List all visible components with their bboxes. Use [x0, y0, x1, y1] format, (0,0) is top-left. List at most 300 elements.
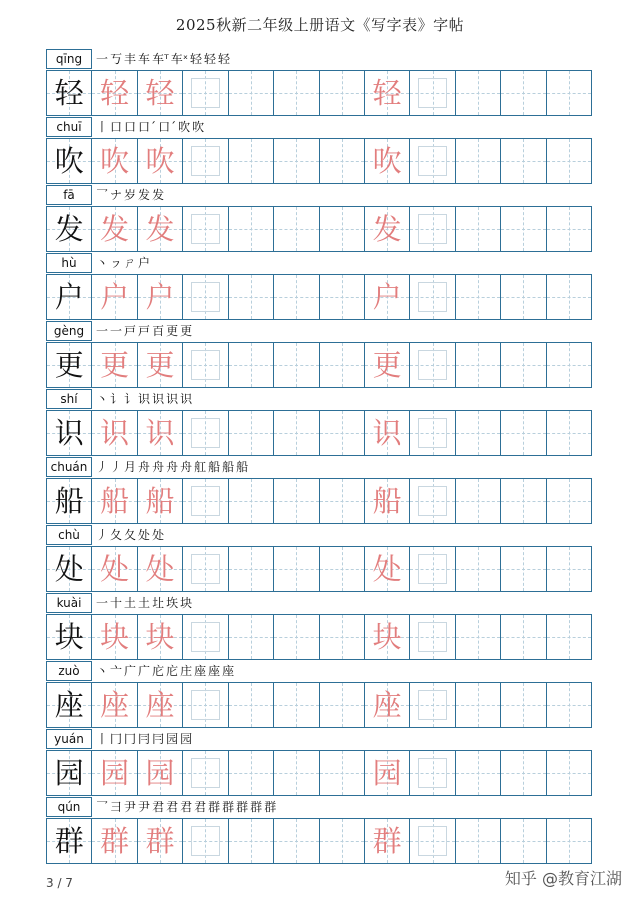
stroke-step: 舟: [152, 460, 165, 474]
practice-cell[interactable]: [501, 547, 546, 591]
practice-cell[interactable]: [365, 275, 410, 319]
practice-cell[interactable]: [365, 683, 410, 727]
practice-cell[interactable]: [183, 479, 228, 523]
stroke-step: 车ˣ: [170, 52, 189, 66]
stroke-order: [96, 661, 596, 681]
stroke-step: 丨: [96, 732, 109, 746]
practice-cell[interactable]: [456, 343, 501, 387]
practice-cell[interactable]: [274, 275, 319, 319]
practice-cell[interactable]: [138, 615, 183, 659]
practice-cell[interactable]: [183, 751, 228, 795]
model-character: 户: [54, 279, 84, 314]
practice-cell[interactable]: [501, 683, 546, 727]
practice-cell[interactable]: [547, 207, 591, 251]
model-character: 轻: [54, 75, 84, 110]
stroke-step: 发: [138, 188, 151, 202]
practice-grid-row: [46, 478, 592, 524]
practice-cell[interactable]: [229, 751, 274, 795]
pinyin-label: chuī: [46, 117, 92, 137]
practice-cell[interactable]: [456, 683, 501, 727]
practice-cell[interactable]: [138, 71, 183, 115]
stroke-step: 十: [110, 596, 123, 610]
practice-cell[interactable]: [183, 819, 228, 863]
practice-grid-row: [46, 750, 592, 796]
model-character: 处: [54, 551, 84, 586]
trace-character: 块: [372, 619, 402, 654]
stroke-step: 丰: [124, 52, 137, 66]
model-character: 座: [54, 687, 84, 722]
model-character: 发: [54, 211, 84, 246]
trace-character: 群: [100, 823, 130, 858]
trace-character: 轻: [100, 75, 130, 110]
practice-cell[interactable]: [501, 71, 546, 115]
stroke-step: 广: [138, 664, 151, 678]
practice-cell[interactable]: [410, 411, 455, 455]
practice-cell[interactable]: [365, 207, 410, 251]
stroke-order: [96, 49, 596, 69]
stroke-step: 丶: [96, 664, 109, 678]
model-character: 船: [54, 483, 84, 518]
practice-grid-row: [46, 614, 592, 660]
practice-cell[interactable]: [92, 615, 137, 659]
stroke-step: 冃: [152, 732, 165, 746]
practice-cell[interactable]: [229, 71, 274, 115]
stroke-step: 吹: [192, 120, 205, 134]
practice-cell[interactable]: [410, 275, 455, 319]
trace-character: 处: [145, 551, 175, 586]
stroke-step: 土: [124, 596, 137, 610]
trace-character: 识: [372, 415, 402, 450]
practice-cell[interactable]: [410, 343, 455, 387]
stroke-step: 广: [124, 664, 137, 678]
practice-cell[interactable]: [320, 71, 365, 115]
model-character: 识: [54, 415, 84, 450]
practice-cell[interactable]: [229, 275, 274, 319]
practice-cell[interactable]: [183, 343, 228, 387]
practice-cell[interactable]: [47, 207, 92, 251]
practice-cell[interactable]: [229, 819, 274, 863]
practice-cell[interactable]: [501, 411, 546, 455]
practice-cell[interactable]: [456, 547, 501, 591]
practice-grid-row: [46, 274, 592, 320]
practice-cell[interactable]: [274, 343, 319, 387]
practice-cell[interactable]: [320, 547, 365, 591]
stroke-step: 丿: [110, 460, 123, 474]
practice-cell[interactable]: [365, 139, 410, 183]
practice-cell[interactable]: [47, 683, 92, 727]
practice-cell[interactable]: [183, 547, 228, 591]
stroke-step: 土: [138, 596, 151, 610]
stroke-step: ナ: [110, 188, 123, 202]
trace-character: 处: [372, 551, 402, 586]
pinyin-label: chù: [46, 525, 92, 545]
trace-character: 户: [100, 279, 130, 314]
stroke-step: 夂: [110, 528, 123, 542]
stroke-step: 群: [250, 800, 263, 814]
model-character: 群: [54, 823, 84, 858]
practice-cell[interactable]: [138, 819, 183, 863]
practice-cell[interactable]: [92, 411, 137, 455]
stroke-step: 吹: [178, 120, 191, 134]
practice-cell[interactable]: [547, 479, 591, 523]
pinyin-label: shí: [46, 389, 92, 409]
practice-cell[interactable]: [229, 547, 274, 591]
trace-character: 更: [100, 347, 130, 382]
stroke-step: 庄: [180, 664, 193, 678]
trace-character: 吹: [372, 143, 402, 178]
practice-cell[interactable]: [229, 207, 274, 251]
trace-character: 轻: [145, 75, 175, 110]
stroke-step: 亠: [110, 664, 123, 678]
practice-cell[interactable]: [320, 819, 365, 863]
practice-cell[interactable]: [501, 139, 546, 183]
practice-cell[interactable]: [138, 139, 183, 183]
practice-cell[interactable]: [92, 207, 137, 251]
stroke-step: 庀: [152, 664, 165, 678]
practice-cell[interactable]: [47, 343, 92, 387]
stroke-step: 一: [110, 324, 123, 338]
stroke-step: 圵: [152, 596, 165, 610]
stroke-step: 舟: [138, 460, 151, 474]
trace-character: 座: [100, 687, 130, 722]
practice-cell[interactable]: [547, 547, 591, 591]
practice-cell[interactable]: [547, 275, 591, 319]
practice-grid-row: [46, 682, 592, 728]
practice-cell[interactable]: [47, 139, 92, 183]
stroke-step: 君: [166, 800, 179, 814]
practice-cell[interactable]: [410, 479, 455, 523]
practice-cell[interactable]: [547, 819, 591, 863]
trace-character: 块: [100, 619, 130, 654]
stroke-step: 百: [152, 324, 165, 338]
stroke-step: 冃: [138, 732, 151, 746]
model-character: 更: [54, 347, 84, 382]
practice-cell[interactable]: [410, 139, 455, 183]
practice-cell[interactable]: [138, 479, 183, 523]
stroke-step: 轻: [204, 52, 217, 66]
practice-grid-row: [46, 546, 592, 592]
practice-cell[interactable]: [183, 207, 228, 251]
practice-cell[interactable]: [138, 683, 183, 727]
practice-cell[interactable]: [229, 139, 274, 183]
trace-character: 处: [100, 551, 130, 586]
practice-cell[interactable]: [274, 615, 319, 659]
practice-cell[interactable]: [320, 207, 365, 251]
stroke-step: 垁: [166, 596, 179, 610]
stroke-step: 口: [110, 120, 123, 134]
trace-character: 座: [372, 687, 402, 722]
practice-cell[interactable]: [92, 275, 137, 319]
practice-cell[interactable]: [183, 411, 228, 455]
stroke-step: 园: [180, 732, 193, 746]
practice-cell[interactable]: [410, 615, 455, 659]
pinyin-label: qún: [46, 797, 92, 817]
practice-cell[interactable]: [547, 71, 591, 115]
page-number: 3 / 7: [46, 876, 73, 890]
practice-cell[interactable]: [365, 343, 410, 387]
practice-grid-row: [46, 818, 592, 864]
practice-cell[interactable]: [229, 411, 274, 455]
practice-cell[interactable]: [47, 615, 92, 659]
practice-cell[interactable]: [47, 751, 92, 795]
stroke-step: 舡: [194, 460, 207, 474]
trace-character: 发: [145, 211, 175, 246]
practice-cell[interactable]: [183, 139, 228, 183]
stroke-step: 轻: [218, 52, 231, 66]
model-character: 块: [54, 619, 84, 654]
practice-cell[interactable]: [92, 71, 137, 115]
practice-cell[interactable]: [456, 751, 501, 795]
practice-cell[interactable]: [92, 547, 137, 591]
pinyin-label: chuán: [46, 457, 92, 477]
practice-cell[interactable]: [183, 71, 228, 115]
pinyin-label: fā: [46, 185, 92, 205]
stroke-order: [96, 797, 596, 817]
stroke-step: 群: [264, 800, 277, 814]
stroke-step: 车: [138, 52, 151, 66]
pinyin-label: yuán: [46, 729, 92, 749]
stroke-step: 车ᵀ: [152, 52, 169, 66]
practice-cell[interactable]: [274, 819, 319, 863]
practice-cell[interactable]: [92, 819, 137, 863]
practice-cell[interactable]: [138, 207, 183, 251]
practice-cell[interactable]: [547, 411, 591, 455]
model-character: 吹: [54, 143, 84, 178]
stroke-step: 群: [222, 800, 235, 814]
trace-character: 吹: [100, 143, 130, 178]
stroke-step: 识: [138, 392, 151, 406]
practice-cell[interactable]: [47, 411, 92, 455]
stroke-step: 块: [180, 596, 193, 610]
practice-cell[interactable]: [320, 411, 365, 455]
practice-cell[interactable]: [365, 819, 410, 863]
watermark: 知乎 @教育江湖: [504, 869, 622, 888]
practice-cell[interactable]: [501, 207, 546, 251]
practice-cell[interactable]: [501, 615, 546, 659]
stroke-order: [96, 321, 596, 341]
stroke-step: 夂: [124, 528, 137, 542]
stroke-step: 一: [96, 324, 109, 338]
practice-cell[interactable]: [501, 819, 546, 863]
practice-cell[interactable]: [410, 683, 455, 727]
practice-cell[interactable]: [229, 343, 274, 387]
stroke-step: 丿: [96, 460, 109, 474]
practice-grid-row: [46, 342, 592, 388]
practice-cell[interactable]: [92, 139, 137, 183]
trace-character: 识: [145, 415, 175, 450]
stroke-step: 冂: [124, 732, 137, 746]
practice-cell[interactable]: [138, 411, 183, 455]
stroke-step: 丨: [96, 120, 109, 134]
practice-cell[interactable]: [365, 71, 410, 115]
stroke-order: [96, 525, 596, 545]
practice-cell[interactable]: [410, 71, 455, 115]
practice-cell[interactable]: [456, 479, 501, 523]
practice-cell[interactable]: [501, 479, 546, 523]
trace-character: 轻: [372, 75, 402, 110]
stroke-step: 讠: [124, 392, 137, 406]
trace-character: 船: [372, 483, 402, 518]
practice-cell[interactable]: [501, 343, 546, 387]
practice-cell[interactable]: [47, 275, 92, 319]
practice-cell[interactable]: [456, 275, 501, 319]
stroke-step: 月: [124, 460, 137, 474]
stroke-step: 船: [208, 460, 221, 474]
stroke-step: 尹: [138, 800, 151, 814]
practice-cell[interactable]: [138, 547, 183, 591]
practice-cell[interactable]: [501, 275, 546, 319]
stroke-order: [96, 389, 596, 409]
stroke-order: [96, 729, 596, 749]
stroke-step: 处: [152, 528, 165, 542]
practice-cell[interactable]: [138, 343, 183, 387]
stroke-step: 乛: [96, 800, 109, 814]
practice-grid-row: [46, 70, 592, 116]
practice-cell[interactable]: [229, 683, 274, 727]
stroke-step: 舟: [166, 460, 179, 474]
practice-cell[interactable]: [47, 547, 92, 591]
practice-cell[interactable]: [92, 751, 137, 795]
practice-cell[interactable]: [92, 683, 137, 727]
practice-cell[interactable]: [229, 479, 274, 523]
practice-cell[interactable]: [183, 275, 228, 319]
practice-cell[interactable]: [47, 71, 92, 115]
practice-cell[interactable]: [547, 683, 591, 727]
stroke-step: 园: [166, 732, 179, 746]
practice-cell[interactable]: [229, 615, 274, 659]
practice-cell[interactable]: [274, 683, 319, 727]
practice-cell[interactable]: [274, 71, 319, 115]
practice-cell[interactable]: [274, 207, 319, 251]
practice-cell[interactable]: [320, 139, 365, 183]
practice-cell[interactable]: [365, 411, 410, 455]
stroke-step: 群: [208, 800, 221, 814]
stroke-step: 座: [194, 664, 207, 678]
trace-character: 户: [372, 279, 402, 314]
stroke-step: 座: [222, 664, 235, 678]
stroke-step: 丶: [96, 256, 109, 270]
stroke-step: 识: [180, 392, 193, 406]
practice-grid-row: [46, 206, 592, 252]
practice-cell[interactable]: [320, 751, 365, 795]
practice-cell[interactable]: [320, 683, 365, 727]
practice-cell[interactable]: [274, 547, 319, 591]
practice-cell[interactable]: [274, 751, 319, 795]
practice-cell[interactable]: [547, 615, 591, 659]
practice-cell[interactable]: [47, 479, 92, 523]
practice-cell[interactable]: [501, 751, 546, 795]
page-title: 2025秋新二年级上册语文《写字表》字帖: [175, 16, 465, 34]
stroke-step: 戸: [138, 324, 151, 338]
practice-cell[interactable]: [410, 819, 455, 863]
practice-cell[interactable]: [320, 343, 365, 387]
practice-cell[interactable]: [138, 751, 183, 795]
practice-cell[interactable]: [365, 751, 410, 795]
practice-cell[interactable]: [365, 615, 410, 659]
stroke-step: ㄕ: [124, 256, 137, 270]
practice-cell[interactable]: [456, 139, 501, 183]
practice-cell[interactable]: [456, 71, 501, 115]
trace-character: 船: [145, 483, 175, 518]
practice-cell[interactable]: [92, 343, 137, 387]
practice-cell[interactable]: [547, 139, 591, 183]
trace-character: 园: [100, 755, 130, 790]
trace-character: 群: [372, 823, 402, 858]
stroke-step: 口ˊ: [158, 120, 177, 134]
stroke-step: 尹: [124, 800, 137, 814]
practice-cell[interactable]: [183, 683, 228, 727]
stroke-step: 冂: [110, 732, 123, 746]
practice-cell[interactable]: [183, 615, 228, 659]
practice-grid-row: [46, 410, 592, 456]
stroke-step: 舟: [180, 460, 193, 474]
pinyin-label: gèng: [46, 321, 92, 341]
practice-cell[interactable]: [274, 411, 319, 455]
pinyin-label: hù: [46, 253, 92, 273]
model-character: 园: [54, 755, 84, 790]
practice-cell[interactable]: [47, 819, 92, 863]
practice-cell[interactable]: [547, 751, 591, 795]
practice-cell[interactable]: [320, 615, 365, 659]
stroke-step: 丶: [96, 392, 109, 406]
practice-cell[interactable]: [456, 615, 501, 659]
practice-cell[interactable]: [92, 479, 137, 523]
trace-character: 园: [372, 755, 402, 790]
practice-cell[interactable]: [547, 343, 591, 387]
practice-cell[interactable]: [410, 207, 455, 251]
trace-character: 群: [145, 823, 175, 858]
stroke-order: [96, 117, 596, 137]
stroke-step: 口: [124, 120, 137, 134]
trace-character: 园: [145, 755, 175, 790]
pinyin-label: zuò: [46, 661, 92, 681]
stroke-step: 处: [138, 528, 151, 542]
stroke-step: 庀: [166, 664, 179, 678]
practice-cell[interactable]: [138, 275, 183, 319]
trace-character: 户: [145, 279, 175, 314]
practice-cell[interactable]: [320, 479, 365, 523]
stroke-step: 一: [96, 596, 109, 610]
practice-cell[interactable]: [274, 139, 319, 183]
trace-character: 发: [100, 211, 130, 246]
stroke-step: 群: [236, 800, 249, 814]
pinyin-label: qīng: [46, 49, 92, 69]
practice-cell[interactable]: [274, 479, 319, 523]
stroke-step: 讠: [110, 392, 123, 406]
practice-cell[interactable]: [456, 819, 501, 863]
pinyin-label: kuài: [46, 593, 92, 613]
practice-cell[interactable]: [365, 479, 410, 523]
trace-character: 更: [372, 347, 402, 382]
practice-cell[interactable]: [456, 207, 501, 251]
practice-cell[interactable]: [320, 275, 365, 319]
stroke-step: 一: [96, 52, 109, 66]
stroke-step: 丂: [110, 52, 123, 66]
trace-character: 发: [372, 211, 402, 246]
stroke-step: 识: [152, 392, 165, 406]
practice-cell[interactable]: [410, 751, 455, 795]
stroke-step: 君: [180, 800, 193, 814]
practice-cell[interactable]: [410, 547, 455, 591]
stroke-step: 丿: [96, 528, 109, 542]
stroke-step: 君: [152, 800, 165, 814]
stroke-step: 君: [194, 800, 207, 814]
practice-cell[interactable]: [365, 547, 410, 591]
practice-cell[interactable]: [456, 411, 501, 455]
stroke-order: [96, 253, 596, 273]
trace-character: 吹: [145, 143, 175, 178]
stroke-step: 更: [166, 324, 179, 338]
